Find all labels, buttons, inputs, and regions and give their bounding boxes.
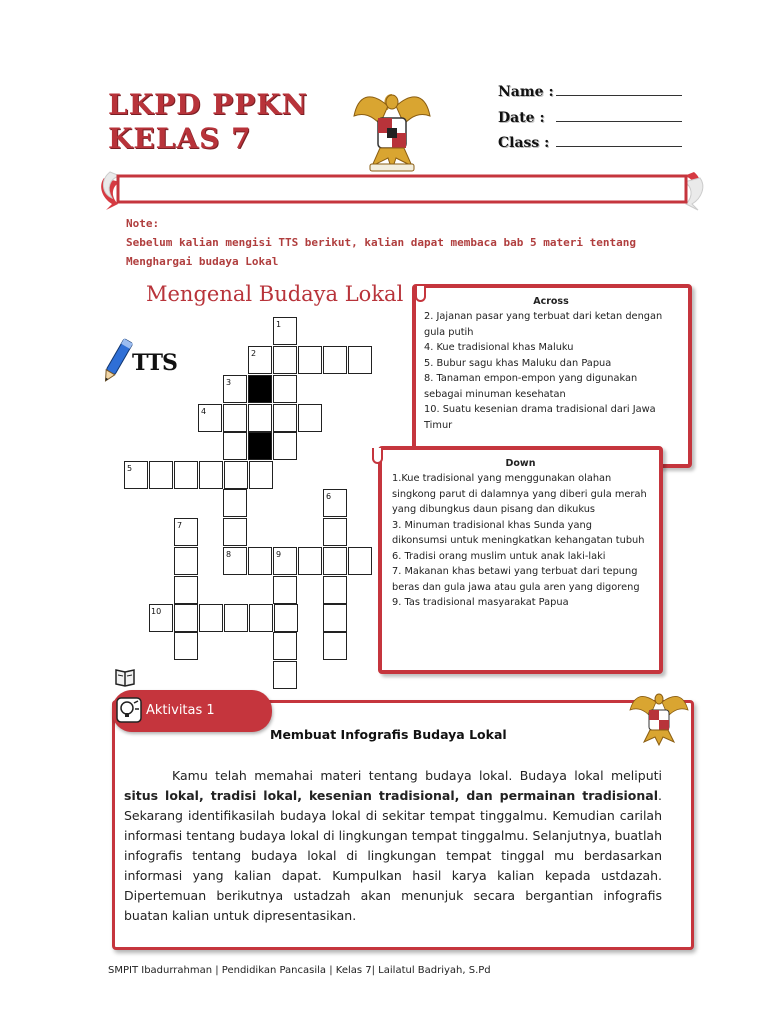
crossword-cell[interactable] [224,461,248,489]
note-heading: Note: [126,217,160,230]
tab-marker [415,286,426,302]
class-line[interactable] [556,134,682,147]
crossword-cell[interactable] [323,576,347,604]
clue-number: 5 [127,464,133,473]
crossword-cell[interactable] [274,604,298,632]
clue-number: 6 [326,492,332,501]
clue-number: 2 [251,349,257,358]
crossword-cell[interactable] [249,461,273,489]
crossword-cell[interactable] [223,432,247,460]
note-line-2: Menghargai budaya Lokal [126,255,279,268]
across-heading: Across [533,296,569,307]
across-clue-box [412,284,692,468]
activity-label: Aktivitas 1 [146,703,215,718]
activity-text-intro: Kamu telah memahai materi tentang budaya lokal. Budaya lokal meliputi [172,768,662,783]
class-label: Class : [498,135,550,151]
date-label: Date : [498,110,545,126]
crossword-cell[interactable] [223,404,247,432]
crossword-cell[interactable] [174,576,198,604]
book-icon [114,666,136,688]
crossword-cell[interactable] [273,346,297,374]
down-clue: 7. Makanan khas betawi yang terbuat dari tepung beras dan gula jawa atau gula aren yang digoreng [392,566,640,593]
crossword-cell[interactable] [323,346,347,374]
clue-number: 10 [151,607,162,616]
crossword-cell[interactable] [224,604,248,632]
crossword-cell[interactable] [149,461,173,489]
crossword-cell[interactable] [323,604,347,632]
down-clue: 6. Tradisi orang muslim untuk anak laki-laki [392,550,606,562]
across-clue: 10. Suatu kesenian drama tradisional dari Jawa Timur [424,404,656,431]
date-field [498,106,682,126]
crossword-title: Mengenal Budaya Lokal [146,282,404,306]
crossword-cell[interactable] [348,547,372,575]
name-field [498,80,682,100]
crossword-cell[interactable] [298,547,322,575]
crossword-cell[interactable] [348,346,372,374]
title-line-1: LKPD PPKN [108,88,309,121]
worksheet-title [108,88,308,156]
activity-text-bold: situs lokal, tradisi lokal, kesenian tradisional, dan permainan tradisional [124,788,659,803]
crossword-cell[interactable] [174,632,198,660]
crossword-cell[interactable] [298,346,322,374]
note-section [126,214,686,271]
tts-label: TTS [132,350,177,376]
crossword-cell[interactable] [273,576,297,604]
across-clue: 5. Bubur sagu khas Maluku dan Papua [424,357,612,369]
name-label: Name : [498,84,554,100]
across-clue: 4. Kue tradisional khas Maluku [424,342,574,353]
crossword-cell[interactable] [323,518,347,546]
note-line-1: Sebelum kalian mengisi TTS berikut, kalian dapat membaca bab 5 materi tentang [126,236,636,249]
activity-paragraph [124,766,662,926]
class-field [498,131,682,151]
crossword-cell[interactable] [248,547,272,575]
ribbon-banner-icon [96,164,708,214]
date-line[interactable] [556,109,682,122]
clue-number: 3 [226,378,232,387]
crossword-cell[interactable] [249,604,273,632]
across-clue-list [424,309,678,433]
clue-number: 7 [177,521,183,530]
name-line[interactable] [556,83,682,96]
crossword-cell[interactable] [174,461,198,489]
activity-text-rest: . Sekarang identifikasilah budaya lokal di sekitar tempat tinggalmu. Kemudian carilah informasi tentang budaya lokal di lingkungan tempat tinggalmu. Selanjutnya, buatlah infografis tentang budaya lokal di lingkungan tempat tinggal mu berdasarkan informasi yang kalian dapat. Kumpulkan hasil karya kalian kepada ustdazah. Dipertemuan berikutnya ustadzah akan menunjuk secara bergantian infografis buatan kalian untuk dipresentasikan. [124,788,662,923]
page-footer: SMPIT Ibadurrahman | Pendidikan Pancasila | Kelas 7| Lailatul Badriyah, S.Pd [108,965,491,976]
crossword-cell[interactable] [199,461,223,489]
lightbulb-icon [116,697,142,723]
down-clue-box [378,446,663,674]
across-clue: 8. Tanaman empon-empon yang digunakan sebagai minuman kesehatan [424,373,638,400]
down-heading: Down [505,458,536,469]
crossword-cell[interactable] [273,375,297,403]
across-clue: 2. Jajanan pasar yang terbuat dari ketan dengan gula putih [424,311,663,338]
tab-marker [372,448,383,464]
crossword-cell[interactable] [199,604,223,632]
crossword-cell[interactable] [223,518,247,546]
down-clue: 1.Kue tradisional yang menggunakan olahan singkong parut di dalamnya yang diberi gula merah yang dibungkus daun pisang dan dikukus [392,473,647,515]
garuda-emblem-icon [350,86,434,176]
clue-number: 4 [201,407,207,416]
crossword-cell[interactable] [273,432,297,460]
crossword-cell[interactable] [273,404,297,432]
clue-number: 8 [226,550,232,559]
crossword-cell[interactable] [273,632,297,660]
garuda-emblem-icon [628,690,690,746]
crossword-cell[interactable] [248,404,272,432]
clue-number: 1 [276,320,282,329]
crossword-cell[interactable] [273,661,297,689]
pencil-icon [100,336,134,386]
crossword-cell[interactable] [174,547,198,575]
crossword-black-cell [248,375,272,403]
down-clue-list [392,471,649,611]
clue-number: 9 [276,550,282,559]
crossword-cell[interactable] [323,632,347,660]
title-line-2: KELAS 7 [108,122,252,155]
crossword-black-cell [248,432,272,460]
crossword-cell[interactable] [298,404,322,432]
crossword-cell[interactable] [174,604,198,632]
crossword-cell[interactable] [223,489,247,517]
down-clue: 9. Tas tradisional masyarakat Papua [392,597,569,608]
down-clue: 3. Minuman tradisional khas Sunda yang dikonsumsi untuk meningkatkan kehangatan tubuh [392,519,645,546]
activity-title: Membuat Infografis Budaya Lokal [270,727,507,742]
crossword-cell[interactable] [323,547,347,575]
